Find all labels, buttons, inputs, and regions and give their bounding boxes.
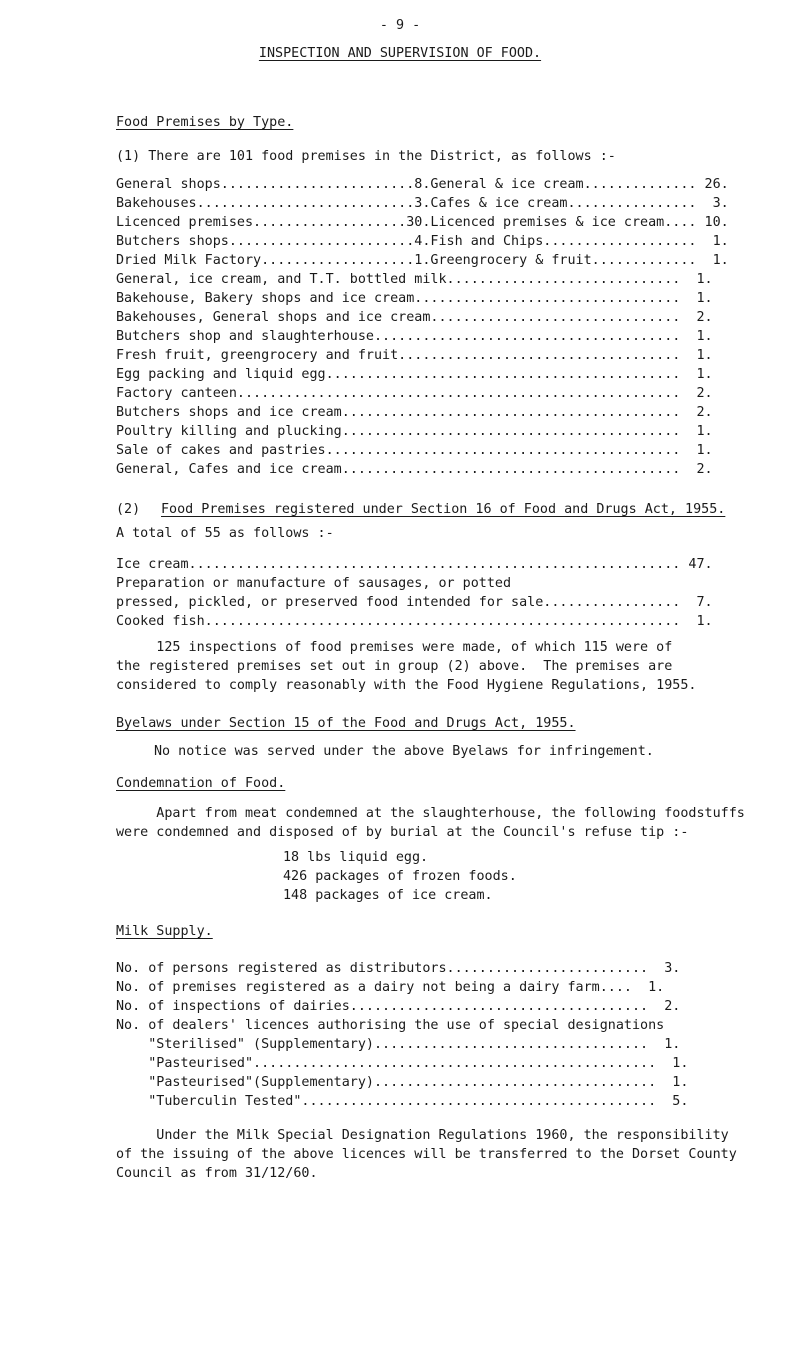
section-heading-condemnation: Condemnation of Food. <box>116 776 286 791</box>
milk-item: "Tuberculin Tested"............................................ 5. <box>116 1094 689 1109</box>
section-heading-byelaws: Byelaws under Section 15 of the Food and Drugs Act, 1955. <box>116 716 576 731</box>
byelaws-text: No notice was served under the above Byelaws for infringement. <box>154 744 654 759</box>
list-item: General shops........................8.General & ice cream.............. 26. <box>116 177 729 192</box>
list-item: General, Cafes and ice cream.......................................... 2. <box>116 462 713 477</box>
section-heading-food-premises-by-type: Food Premises by Type. <box>116 115 294 130</box>
section-heading-milk-supply: Milk Supply. <box>116 924 213 939</box>
condemned-item: 148 packages of ice cream. <box>283 888 493 903</box>
milk-item: "Pasteurised"(Supplementary)................................... 1. <box>116 1075 689 1090</box>
milk-item: "Sterilised" (Supplementary).................................. 1. <box>116 1037 681 1052</box>
list-item: Licenced premises...................30.Licenced premises & ice cream.... 10. <box>116 215 729 230</box>
section-heading-registered-premises: Food Premises registered under Section 16 of Food and Drugs Act, 1955. <box>161 502 726 517</box>
list-item: Ice cream............................................................. 47. <box>116 557 713 572</box>
paragraph-2-number: (2) <box>116 502 141 517</box>
milk-item: No. of premises registered as a dairy not being a dairy farm.... 1. <box>116 980 665 995</box>
list-item: Butchers shop and slaughterhouse...................................... 1. <box>116 329 713 344</box>
list-item: Factory canteen....................................................... 2. <box>116 386 713 401</box>
list-item: Egg packing and liquid egg............................................ 1. <box>116 367 713 382</box>
condemned-item: 18 lbs liquid egg. <box>283 850 429 865</box>
list-item: Bakehouses, General shops and ice cream............................... 2. <box>116 310 713 325</box>
list-item: pressed, pickled, or preserved food intended for sale................. 7. <box>116 595 713 610</box>
paragraph-2-intro: A total of 55 as follows :- <box>116 526 334 541</box>
list-item: Fresh fruit, greengrocery and fruit................................... 1. <box>116 348 713 363</box>
milk-item: No. of persons registered as distributors......................... 3. <box>116 961 681 976</box>
paragraph-1-intro: (1) There are 101 food premises in the District, as follows :- <box>116 149 616 164</box>
list-item: Butchers shops and ice cream.......................................... 2. <box>116 405 713 420</box>
list-item: Butchers shops.......................4.Fish and Chips................... 1. <box>116 234 729 249</box>
list-item: Sale of cakes and pastries............................................ 1. <box>116 443 713 458</box>
list-item: Preparation or manufacture of sausages, or potted <box>116 576 512 591</box>
list-item: General, ice cream, and T.T. bottled milk............................. 1. <box>116 272 713 287</box>
list-item: Bakehouses...........................3.Cafes & ice cream................ 3. <box>116 196 729 211</box>
milk-item: No. of inspections of dairies..................................... 2. <box>116 999 681 1014</box>
page-title: INSPECTION AND SUPERVISION OF FOOD. <box>258 46 542 61</box>
list-item: Cooked fish........................................................... 1. <box>116 614 713 629</box>
list-item: Dried Milk Factory...................1.Greengrocery & fruit............. 1. <box>116 253 729 268</box>
condemned-item: 426 packages of frozen foods. <box>283 869 517 884</box>
list-item: Bakehouse, Bakery shops and ice cream................................. 1. <box>116 291 713 306</box>
milk-item: No. of dealers' licences authorising the use of special designations <box>116 1018 665 1033</box>
inspections-paragraph: 125 inspections of food premises were made, of which 115 were of the registered premises set out in group (2) above. The premises are considered to comply reasonably with the Food Hygiene Regulations, 1955. <box>116 640 697 693</box>
list-item: Poultry killing and plucking.......................................... 1. <box>116 424 713 439</box>
page-number: - 9 - <box>379 18 421 33</box>
milk-regulations-paragraph: Under the Milk Special Designation Regulations 1960, the responsibility of the issuing of the above licences will be transferred to the Dorset County Council as from 31/12/60. <box>116 1128 737 1181</box>
condemnation-paragraph: Apart from meat condemned at the slaughterhouse, the following foodstuffs were condemned and disposed of by burial at the Council's refuse tip :- <box>116 806 745 840</box>
milk-item: "Pasteurised".................................................. 1. <box>116 1056 689 1071</box>
